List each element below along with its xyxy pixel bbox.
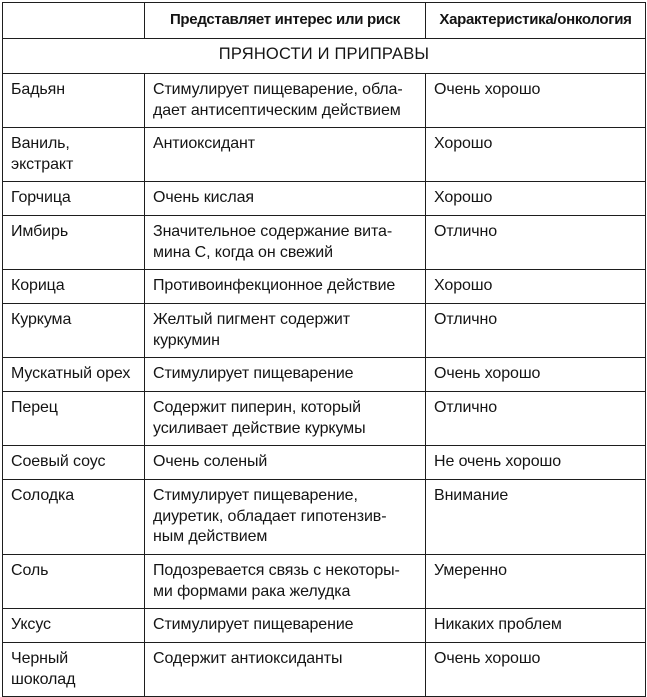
table-row bbox=[3, 74, 646, 128]
cell-name: Соль bbox=[3, 555, 145, 609]
table-row bbox=[3, 304, 646, 358]
cell-name: Корица bbox=[3, 270, 145, 304]
cell-rating: Никаких проблем bbox=[426, 609, 646, 643]
header-cell-name bbox=[3, 3, 145, 39]
cell-interest: Содержит антиоксиданты bbox=[145, 643, 426, 697]
section-title: ПРЯНОСТИ И ПРИПРАВЫ bbox=[3, 39, 646, 74]
cell-interest: Противоинфекционное действие bbox=[145, 270, 426, 304]
cell-name: Имбирь bbox=[3, 216, 145, 270]
cell-name: Солодка bbox=[3, 480, 145, 555]
cell-interest: Подозревается связь с некоторы- ми формами рака желудка bbox=[145, 555, 426, 609]
table-header-row bbox=[3, 3, 646, 39]
cell-name: Мускатный орех bbox=[3, 358, 145, 392]
cell-rating: Внимание bbox=[426, 480, 646, 555]
section-row bbox=[3, 39, 646, 74]
table-row bbox=[3, 555, 646, 609]
cell-rating: Хорошо bbox=[426, 128, 646, 182]
cell-rating: Умеренно bbox=[426, 555, 646, 609]
cell-name: Бадьян bbox=[3, 74, 145, 128]
cell-rating: Отлично bbox=[426, 304, 646, 358]
table-row bbox=[3, 358, 646, 392]
cell-interest: Стимулирует пищеварение, диуретик, обладает гипотензив- ным действием bbox=[145, 480, 426, 555]
cell-interest: Антиоксидант bbox=[145, 128, 426, 182]
cell-rating: Не очень хорошо bbox=[426, 446, 646, 480]
cell-name: Ваниль, экстракт bbox=[3, 128, 145, 182]
table-row bbox=[3, 392, 646, 446]
table-row bbox=[3, 609, 646, 643]
cell-rating: Хорошо bbox=[426, 182, 646, 216]
cell-interest: Стимулирует пищеварение bbox=[145, 358, 426, 392]
cell-name: Горчица bbox=[3, 182, 145, 216]
cell-interest: Значительное содержание вита- мина С, когда он свежий bbox=[145, 216, 426, 270]
table-row bbox=[3, 446, 646, 480]
cell-rating: Очень хорошо bbox=[426, 358, 646, 392]
cell-name: Куркума bbox=[3, 304, 145, 358]
cell-interest: Содержит пиперин, который усиливает действие куркумы bbox=[145, 392, 426, 446]
cell-rating: Очень хорошо bbox=[426, 643, 646, 697]
cell-interest: Стимулирует пищеварение bbox=[145, 609, 426, 643]
table-row bbox=[3, 128, 646, 182]
cell-interest: Очень кислая bbox=[145, 182, 426, 216]
table-row bbox=[3, 182, 646, 216]
table-row bbox=[3, 270, 646, 304]
cell-name: Уксус bbox=[3, 609, 145, 643]
cell-name: Черный шоколад bbox=[3, 643, 145, 697]
cell-interest: Стимулирует пищеварение, обла- дает антисептическим действием bbox=[145, 74, 426, 128]
header-cell-rating: Характеристика/онкология bbox=[426, 3, 646, 39]
cell-rating: Отлично bbox=[426, 392, 646, 446]
cell-name: Перец bbox=[3, 392, 145, 446]
table-row bbox=[3, 480, 646, 555]
cell-rating: Хорошо bbox=[426, 270, 646, 304]
table-row bbox=[3, 643, 646, 697]
header-cell-interest: Представляет интерес или риск bbox=[145, 3, 426, 39]
cell-interest: Желтый пигмент содержит куркумин bbox=[145, 304, 426, 358]
table-row bbox=[3, 216, 646, 270]
cell-name: Соевый соус bbox=[3, 446, 145, 480]
cell-interest: Очень соленый bbox=[145, 446, 426, 480]
cell-rating: Отлично bbox=[426, 216, 646, 270]
spices-table bbox=[2, 2, 646, 697]
cell-rating: Очень хорошо bbox=[426, 74, 646, 128]
